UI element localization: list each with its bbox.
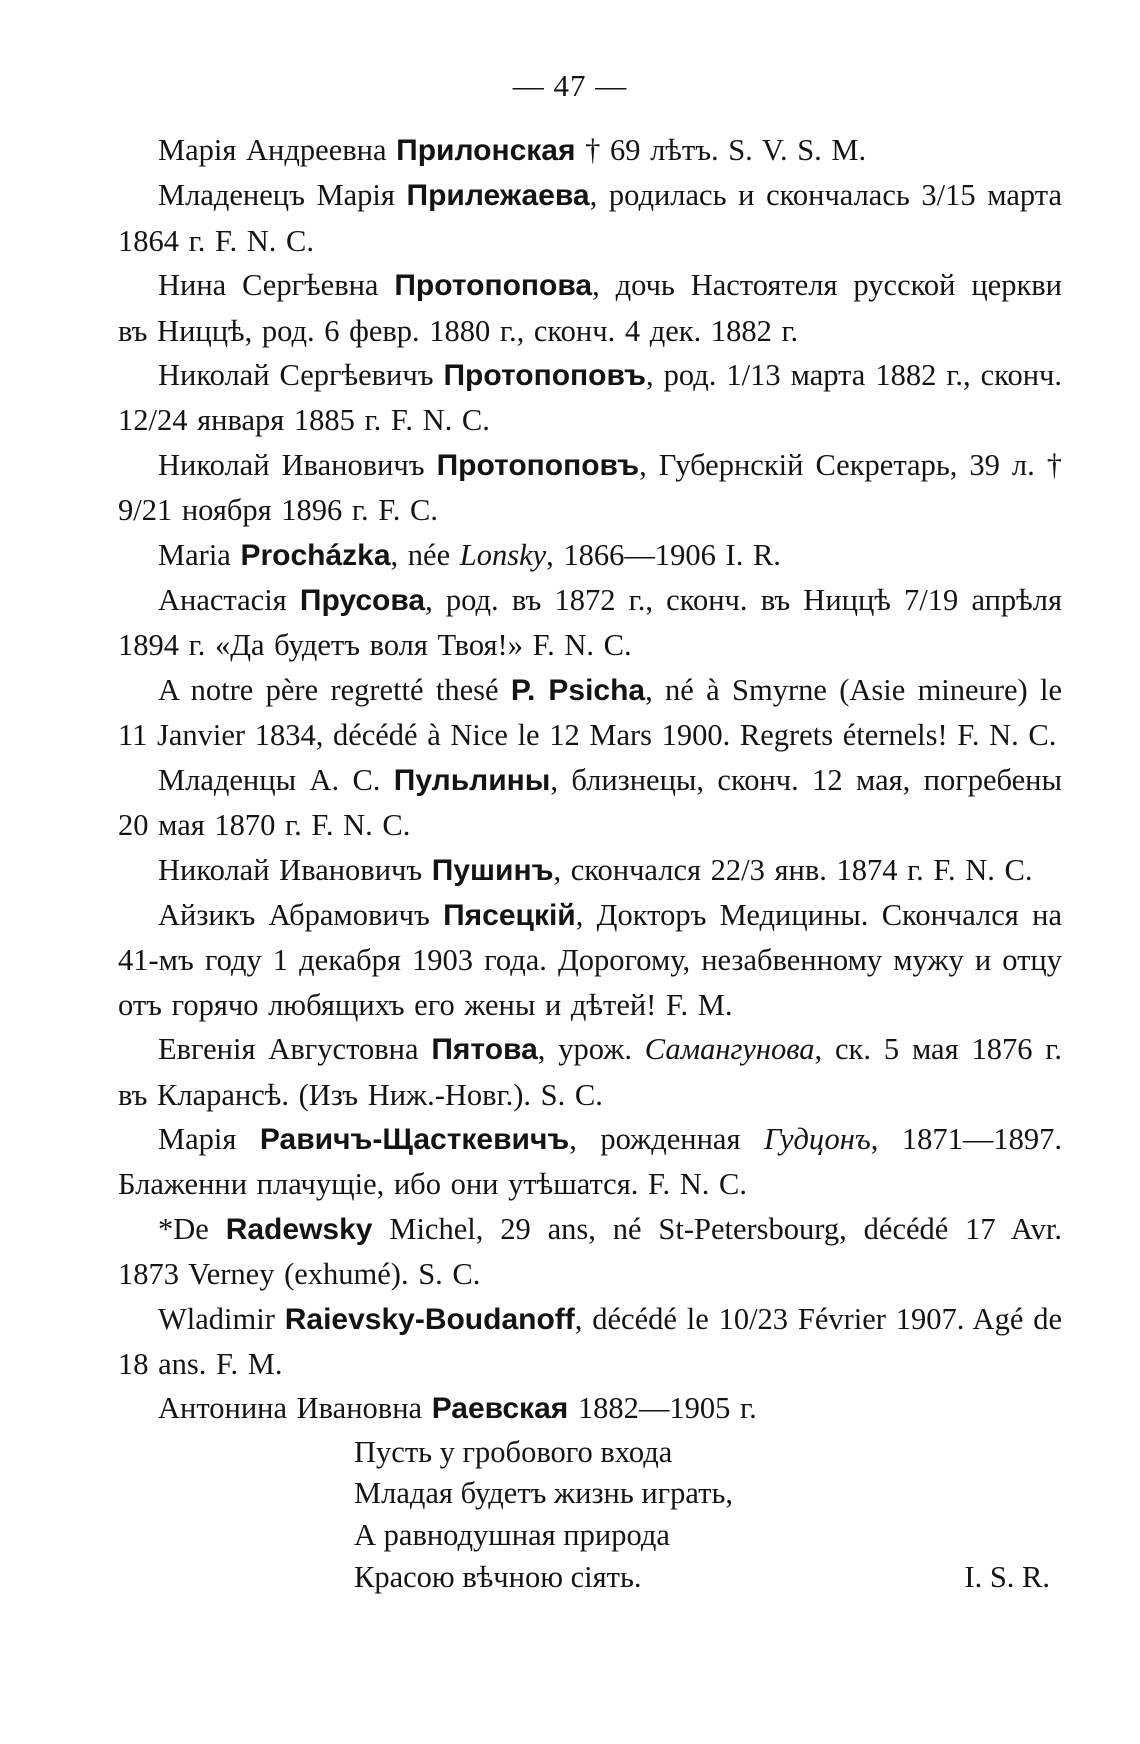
- entry: Айзикъ Абрамовичъ Пясецкій, Докторъ Медицины. Скончался на 41-мъ году 1 декабря 1903 года. Дорогому, незабвенному мужу и отцу отъ горячо любящихъ его жены и дѣтей! F. M.: [118, 897, 1062, 1022]
- surname: Протопопова: [394, 269, 593, 303]
- surname: Протопоповъ: [443, 359, 647, 393]
- entry: *De Radewsky Michel, 29 ans, né St-Petersbourg, décédé 17 Avr. 1873 Verney (exhumé). S. C.: [118, 1211, 1062, 1292]
- surname: P. Psicha: [510, 673, 646, 707]
- entry: Евгенія Августовна Пятова, урож. Самангунова, ск. 5 мая 1876 г. въ Кларансѣ. (Изъ Ниж.-Новг.). S. C.: [118, 1032, 1062, 1112]
- surname: Протопоповъ: [436, 448, 640, 482]
- page-number: — 47 —: [512, 68, 628, 103]
- entry: Maria Procházka, née Lonsky, 1866—1906 I. R.: [158, 537, 781, 572]
- surname: Прусова: [299, 584, 426, 618]
- entry: Нина Сергѣевна Протопопова, дочь Настоятеля русской церкви въ Ниццѣ, род. 6 февр. 1880 г., сконч. 4 дек. 1882 г.: [118, 268, 1062, 348]
- entry: Младенецъ Марія Прилежаева, родилась и скончалась 3/15 марта 1864 г. F. N. C.: [118, 178, 1062, 258]
- entry: A notre père regretté thesé P. Psicha, né à Smyrne (Asie mineure) le 11 Janvier 1834, décédé à Nice le 12 Mars 1900. Regrets éternels! F. N. C.: [118, 672, 1062, 753]
- poem-line: Красою вѣчною сіять. I. S. R.: [354, 1557, 1062, 1599]
- entry: Антонина Ивановна Раевская 1882—1905 г.: [158, 1391, 757, 1426]
- entry: Марія Андреевна Прилонская † 69 лѣтъ. S. V. S. M.: [158, 133, 867, 167]
- entry-list: [118, 128, 1062, 1599]
- epitaph-poem: [354, 1432, 1062, 1599]
- entry: Марія Равичъ-Щасткевичъ, рожденная Гудцонъ, 1871—1897. Блаженни плачущіе, ибо они утѣшатся. F. N. C.: [118, 1121, 1062, 1202]
- surname: Radewsky: [225, 1212, 373, 1246]
- surname: Прилонская: [396, 134, 576, 167]
- entry: Младенцы А. С. Пульлины, близнецы, сконч. 12 мая, погребены 20 мая 1870 г. F. N. C.: [118, 762, 1062, 843]
- surname: Procházka: [240, 538, 391, 572]
- surname: Raievsky-Boudanoff: [284, 1302, 575, 1336]
- poem-line: Пусть у гробового входа: [354, 1434, 673, 1469]
- surname: Пульлины: [393, 763, 551, 797]
- surname: Пятова: [431, 1033, 538, 1067]
- surname: Пушинъ: [431, 853, 554, 887]
- surname: Раевская: [431, 1392, 569, 1426]
- poem-signature: I. S. R.: [964, 1559, 1050, 1594]
- entry: Николай Ивановичъ Пушинъ, скончался 22/3 янв. 1874 г. F. N. C.: [158, 852, 1033, 887]
- entry: Wladimir Raievsky-Boudanoff, décédé le 10/23 Février 1907. Agé de 18 ans. F. M.: [118, 1301, 1062, 1381]
- entry: Анастасія Прусова, род. въ 1872 г., сконч. въ Ниццѣ 7/19 апрѣля 1894 г. «Да будетъ воля Твоя!» F. N. C.: [118, 583, 1062, 663]
- entry: Николай Ивановичъ Протопоповъ, Губернскій Секретарь, 39 л. † 9/21 ноября 1896 г. F. C.: [118, 447, 1062, 528]
- surname: Пясецкій: [443, 898, 576, 932]
- surname: Равичъ-Щасткевичъ: [259, 1122, 570, 1156]
- entry: Николай Сергѣевичъ Протопоповъ, род. 1/13 марта 1882 г., сконч. 12/24 января 1885 г. F. N. C.: [118, 358, 1062, 438]
- surname: Прилежаева: [406, 179, 590, 213]
- poem-line: А равнодушная природа: [354, 1518, 670, 1553]
- poem-line: Младая будетъ жизнь играть,: [354, 1476, 734, 1511]
